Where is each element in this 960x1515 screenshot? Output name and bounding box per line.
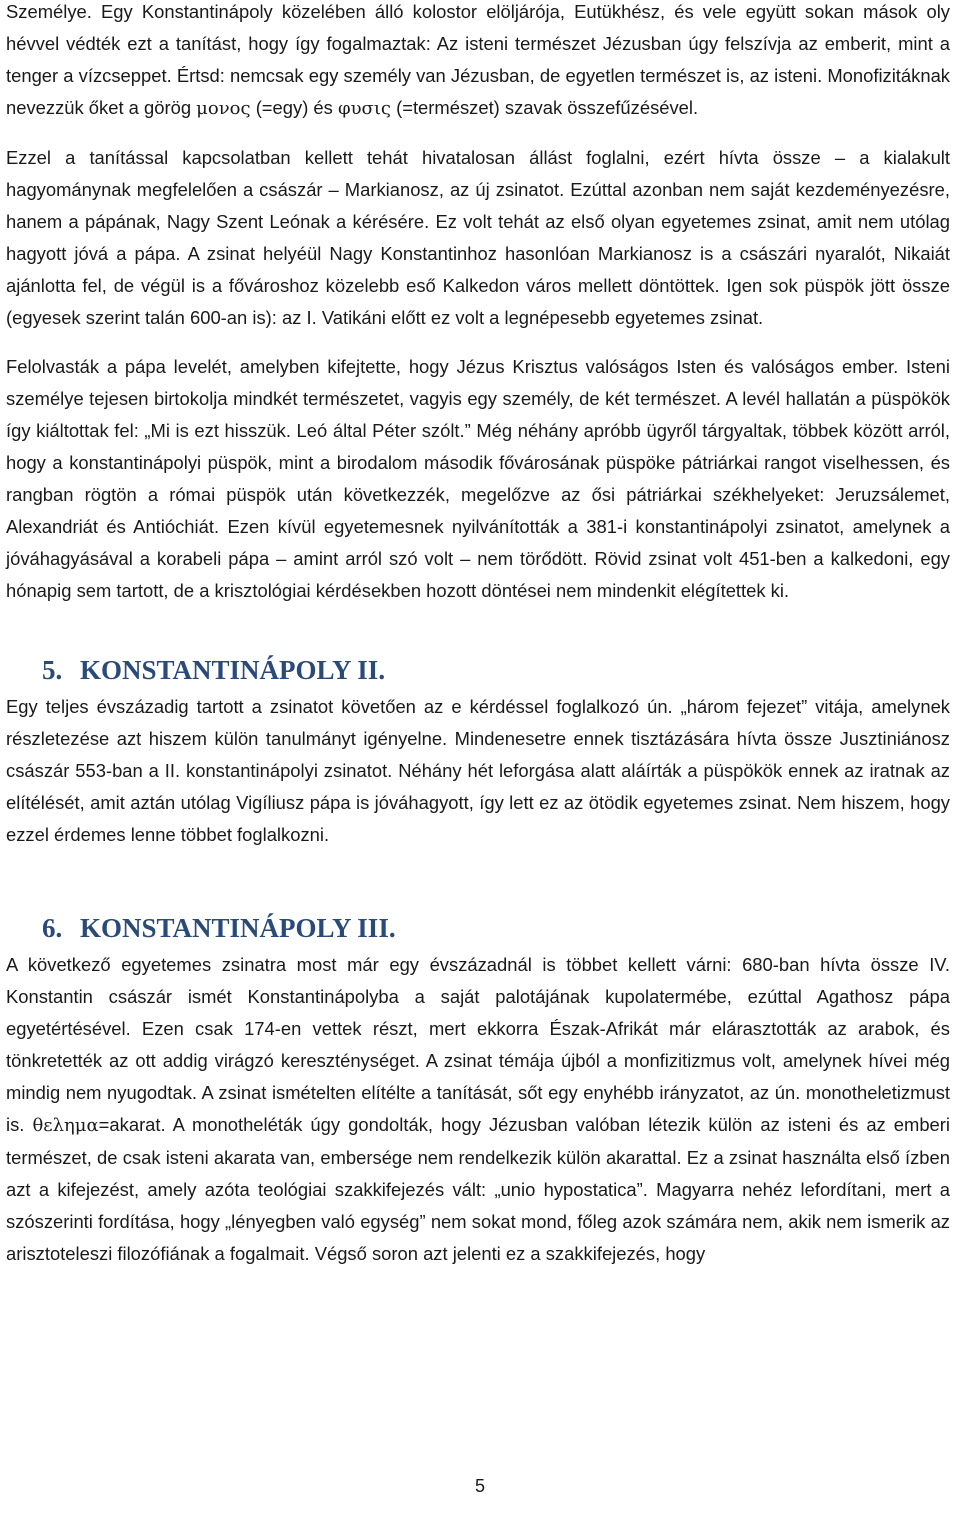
section-title: KONSTANTINÁPOLY III. [80,913,396,943]
paragraph-text: (=természet) szavak összefűzésével. [390,97,699,118]
section-number: 5. [42,655,63,685]
section-number: 6. [42,913,63,943]
paragraph-text: =akarat. A monotheléták úgy gondolták, hogy Jézusban valóban létezik külön az isteni és az emberi természet, de csak isteni akarata van, embersége nem rendelkezik külön akarattal. Ez a zsinat használta első ízben azt a kifejezést, amely azóta teológiai szakkifejezés vált: „unio hypostatica”. Magyarra nehéz lefordítani, mert a szószerinti fordítása, hogy „lényegben való egység” nem sokat mond, főleg azok számára nem, akik nem ismerik az arisztoteleszi filozófiának a fogalmait. Végső soron azt jelenti ez a szakkifejezés, hogy [6,1114,950,1264]
section-heading-5 [6,653,950,687]
paragraph-text: (=egy) és [250,97,338,118]
document-page [6,0,950,1270]
paragraph-text: Személye. Egy Konstantinápoly közelében álló kolostor elöljárója, Eutükhész, és vele együtt sokan mások oly hévvel védték ezt a tanítást, hogy így fogalmaztak: Az isteni természet Jézusban úgy felszívja az emberit, mint a tenger a vízcseppet. Értsd: nemcsak egy személy van Jézusban, de egyetlen természet is, az isteni. Monofizitáknak nevezzük őket a görög [6,1,950,118]
paragraph-pope-letter: Felolvasták a pápa levelét, amelyben kifejtette, hogy Jézus Krisztus valóságos Isten és valóságos ember. Isteni személye tejesen birtokolja mindkét természetet, vagyis egy személy, de két természet. A levél hallatán a püspökök így kiáltottak fel: „Mi is ezt hisszük. Leó által Péter szólt.” Még néhány apróbb ügyről tárgyaltak, többek között arról, hogy a konstantinápolyi püspök, mint a birodalom második fővárosának püspöke pátriárkai rangot viselhessen, és rangban rögtön a római püspök után következzék, megelőzve az ősi pátriárkai székhelyeket: Jeruzsálemet, Alexandriát és Antióchiát. Ezen kívül egyetemesnek nyilvánították a 381-i konstantinápolyi zsinatot, amelynek a jóváhagyásával a korabeli pápa – amint arról szó volt – nem törődött. Rövid zsinat volt 451-ben a kalkedoni, egy hónapig sem tartott, de a krisztológiai kérdésekben hozott döntései nem mindenkit elégítettek ki. [6,356,950,601]
greek-word-physis: φυσις [337,98,391,119]
paragraph-text: A következő egyetemes zsinatra most már egy évszázadnál is többet kellett várni: 680-ban hívta össze IV. Konstantin császár ismét Konstantinápolyba a saját palotájának kupolatermébe, ezúttal Agathosz pápa egyetértésével. Ezen csak 174-en vettek részt, mert ekkorra Észak-Afrikát már elárasztották az arabok, és tönkretették az ott addig virágzó kereszténységet. A zsinat témája újból a monfizitizmus volt, amelynek hívei még mindig nem nyugodtak. A zsinat ismételten elítélte a tanítását, sőt egy enyhébb irányzatot, az ún. monotheletizmust is. [6,954,950,1135]
paragraph-constantinople-ii: Egy teljes évszázadig tartott a zsinatot követően az e kérdéssel foglalkozó ún. „három fejezet” vitája, amelynek részletezése azt hiszem külön tanulmányt igényelne. Mindenesetre ennek tisztázására hívta össze Jusztiniánosz császár 553-ban a II. konstantinápolyi zsinatot. Néhány hét leforgása alatt aláírták a püspökök ennek az iratnak az elítélését, amit aztán utólag Vigíliusz pápa is jóváhagyott, így lett ez az ötödik egyetemes zsinat. Nem hiszem, hogy ezzel érdemes lenne többet foglalkozni. [6,696,950,845]
paragraph-council-convened: Ezzel a tanítással kapcsolatban kellett tehát hivatalosan állást foglalni, ezért hívta össze – a kialakult hagyománynak megfelelően a császár – Markianosz, az új zsinatot. Ezúttal azonban nem saját kezdeményezésre, hanem a pápának, Nagy Szent Leónak a kérésére. Ez volt tehát az első olyan egyetemes zsinat, amit nem utólag hagyott jóvá a pápa. A zsinat helyéül Nagy Konstantinhoz hasonlóan Markianosz is a császári nyaralót, Nikaiát ajánlotta fel, de végül is a fővároshoz közelebb eső Kalkedon város mellett döntöttek. Igen sok püspök jött össze (egyesek szerint talán 600-an is): az I. Vatikáni előtt ez volt a legnépesebb egyetemes zsinat. [6,147,950,328]
paragraph-constantinople-iii [6,949,950,1270]
greek-word-monos: μονος [196,98,251,119]
section-title: KONSTANTINÁPOLY II. [80,655,386,685]
paragraph-monophysites [6,0,950,125]
section-heading-6 [6,911,950,945]
greek-word-thelema: θελημα [32,1115,99,1136]
page-number: 5 [474,1476,485,1496]
